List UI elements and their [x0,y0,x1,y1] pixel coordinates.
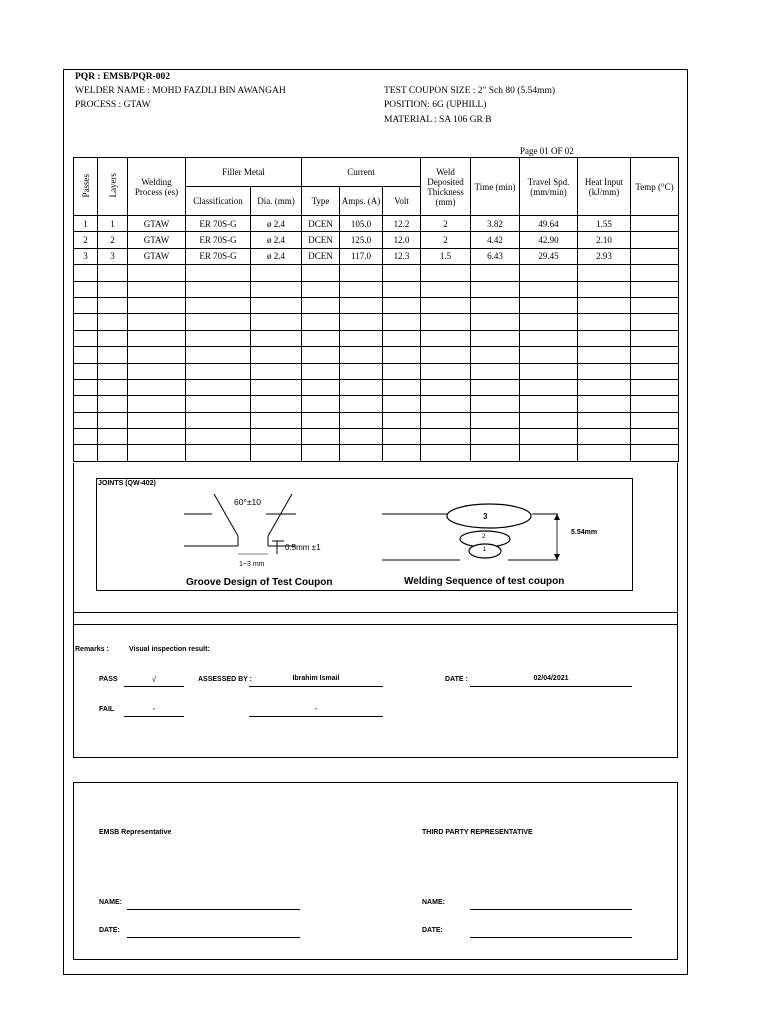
table-cell [383,265,421,281]
bead-2-label: 2 [482,534,486,540]
table-row-empty [74,429,679,445]
table-cell [251,297,302,313]
table-row-empty [74,379,679,395]
table-cell [74,396,98,412]
table-cell [98,379,128,395]
table-cell [186,412,251,428]
table-cell [340,297,383,313]
table-cell: 6.43 [471,248,520,264]
table-cell: 12.2 [383,216,421,232]
table-cell [471,265,520,281]
emsb-date-line [127,937,300,938]
table-cell [98,297,128,313]
table-cell [74,379,98,395]
fail-label: FAIL [99,706,115,713]
header-heat-input: Heat Input (kJ/mm) [578,158,631,216]
inspection-label: Visual inspection result: [129,646,210,653]
table-cell [471,281,520,297]
table-cell [520,429,578,445]
table-cell [631,412,679,428]
table-cell [98,396,128,412]
table-cell [302,330,340,346]
table-cell [471,314,520,330]
table-cell: 1 [98,216,128,232]
table-cell [578,445,631,461]
table-cell [631,445,679,461]
groove-angle: 60°±10 [234,497,261,507]
header-amps: Amps. (A) [340,187,383,216]
root-face-dimension: 0.5mm ±1 [285,543,321,552]
header-layers: Layers [98,158,128,216]
table-cell [74,412,98,428]
header-thickness: Weld Deposited Thickness (mm) [421,158,471,216]
table-cell [421,445,471,461]
table-cell [74,347,98,363]
bead-3-label: 3 [483,512,488,521]
table-cell [128,379,186,395]
table-cell [74,314,98,330]
sequence-caption: Welding Sequence of test coupon [404,576,565,587]
table-cell [186,314,251,330]
table-cell [578,297,631,313]
table-cell [421,281,471,297]
table-cell [251,429,302,445]
pass-underline [124,686,184,687]
table-cell [98,347,128,363]
table-cell [383,445,421,461]
table-cell [302,363,340,379]
table-cell [74,330,98,346]
thickness-dimension: 5.54mm [571,529,598,536]
table-cell [471,429,520,445]
material: MATERIAL : SA 106 GR B [384,115,492,125]
table-cell [631,379,679,395]
table-cell [471,379,520,395]
table-cell: 2.10 [578,232,631,248]
table-cell [74,265,98,281]
table-cell [302,379,340,395]
table-cell: DCEN [302,248,340,264]
table-cell [471,412,520,428]
table-cell: 2.93 [578,248,631,264]
table-cell [520,412,578,428]
table-cell [383,297,421,313]
table-cell [186,429,251,445]
table-cell: ø 2.4 [251,216,302,232]
table-cell [186,281,251,297]
table-cell [520,347,578,363]
header-volt: Volt [383,187,421,216]
table-cell [578,281,631,297]
table-cell [98,314,128,330]
signature-box [73,782,678,960]
table-cell [471,297,520,313]
table-cell [128,281,186,297]
header-type: Type [302,187,340,216]
table-cell [520,281,578,297]
table-row [74,216,679,232]
table-cell: 4.42 [471,232,520,248]
pass-value: √ [151,675,157,684]
table-cell: 1 [74,216,98,232]
table-cell [340,445,383,461]
table-cell [421,265,471,281]
emsb-name-label: NAME: [99,899,122,906]
table-cell [251,314,302,330]
table-cell [578,379,631,395]
table-cell [128,265,186,281]
table-cell [631,216,679,232]
table-cell [251,363,302,379]
table-cell [128,347,186,363]
table-cell [383,363,421,379]
table-cell [421,330,471,346]
table-cell [383,281,421,297]
table-cell [520,330,578,346]
table-cell [578,363,631,379]
table-cell [578,396,631,412]
table-row [74,232,679,248]
table-cell [578,429,631,445]
table-cell [128,330,186,346]
table-cell [471,363,520,379]
table-cell [383,330,421,346]
table-cell [520,314,578,330]
header-process: Welding Process (es) [128,158,186,216]
table-cell [471,445,520,461]
table-cell: 3 [98,248,128,264]
table-cell [340,314,383,330]
third-party-name-label: NAME: [422,899,445,906]
table-cell: 125.0 [340,232,383,248]
table-cell [471,330,520,346]
table-cell [340,412,383,428]
table-cell [340,363,383,379]
header-classification: Classification [186,187,251,216]
table-cell [520,379,578,395]
table-cell [128,314,186,330]
table-cell [186,445,251,461]
table-cell: 1.55 [578,216,631,232]
table-cell: 49.64 [520,216,578,232]
table-row-empty [74,347,679,363]
pqr-number: PQR : EMSB/PQR-002 [75,72,170,82]
table-cell: 2 [98,232,128,248]
table-cell [520,265,578,281]
table-cell [251,265,302,281]
table-cell [421,347,471,363]
table-cell [520,297,578,313]
third-party-label: THIRD PARTY REPRESENTATIVE [422,829,533,836]
table-cell: GTAW [128,232,186,248]
table-cell [186,379,251,395]
table-cell [383,347,421,363]
date-underline [470,686,632,687]
remarks-label: Remarks : [75,646,109,653]
table-cell [186,265,251,281]
table-cell [631,429,679,445]
table-cell [578,314,631,330]
assessed-value: Ibrahim Ismail [292,675,340,682]
groove-caption: Groove Design of Test Coupon [186,577,333,588]
table-cell [251,412,302,428]
table-cell [128,396,186,412]
pass-label: PASS [99,676,118,683]
third-party-date-line [470,937,632,938]
header-temp: Temp (°C) [631,158,679,216]
table-cell [302,265,340,281]
table-cell [383,396,421,412]
table-cell: GTAW [128,248,186,264]
table-cell [98,281,128,297]
table-cell [74,297,98,313]
table-cell [421,429,471,445]
third-party-name-line [470,909,632,910]
emsb-representative-label: EMSB Representative [99,829,172,836]
table-cell [578,330,631,346]
bead-1-label: 1 [483,547,487,553]
table-cell [340,330,383,346]
table-cell [98,429,128,445]
table-cell [98,412,128,428]
welder-name: WELDER NAME : MOHD FAZDLI BIN AWANGAH [75,86,286,96]
header-dia: Dia. (mm) [251,187,302,216]
table-cell [128,297,186,313]
joints-title: JOINTS (QW-402) [98,480,156,487]
table-cell [631,314,679,330]
header-travel-speed: Travel Spd. (mm/min) [520,158,578,216]
table-cell: ø 2.4 [251,232,302,248]
table-row-empty [74,396,679,412]
table-cell [421,412,471,428]
table-cell [631,265,679,281]
table-cell [186,363,251,379]
table-row-empty [74,363,679,379]
date-label: DATE : [445,676,468,683]
table-cell [383,412,421,428]
fail-underline [124,716,184,717]
header-filler-metal: Filler Metal [186,158,302,187]
fail-value: - [152,704,156,713]
table-cell [302,396,340,412]
table-cell [74,281,98,297]
table-cell [578,347,631,363]
table-cell [631,396,679,412]
table-cell: 117.0 [340,248,383,264]
table-cell [631,281,679,297]
table-cell [421,314,471,330]
table-cell [631,232,679,248]
table-cell [340,265,383,281]
table-cell [471,396,520,412]
table-cell [421,363,471,379]
table-row [74,248,679,264]
table-cell: 42.90 [520,232,578,248]
table-cell [340,396,383,412]
table-cell [302,297,340,313]
table-cell [383,314,421,330]
table-cell [186,330,251,346]
emsb-name-line [127,909,300,910]
table-cell: ER 70S-G [186,248,251,264]
table-cell [128,429,186,445]
assessed-underline [249,686,383,687]
table-cell: 2 [74,232,98,248]
table-cell [631,297,679,313]
table-row-empty [74,314,679,330]
table-cell [302,281,340,297]
table-cell: 1.5 [421,248,471,264]
table-cell [631,248,679,264]
table-cell [98,330,128,346]
table-cell: DCEN [302,232,340,248]
table-cell: DCEN [302,216,340,232]
header-time: Time (min) [471,158,520,216]
table-cell [340,281,383,297]
table-cell [302,429,340,445]
table-cell [471,347,520,363]
table-cell [421,379,471,395]
table-cell [74,363,98,379]
table-cell [302,347,340,363]
table-cell: 2 [421,216,471,232]
table-cell [340,379,383,395]
table-cell [74,429,98,445]
process: PROCESS : GTAW [75,100,151,110]
fail-assessed-value: - [314,704,318,713]
table-cell: 12.3 [383,248,421,264]
table-cell: 3.82 [471,216,520,232]
table-cell [340,347,383,363]
section-divider-1 [73,612,678,613]
table-cell [578,412,631,428]
assessed-label: ASSESSED BY : [198,676,252,683]
table-cell [340,429,383,445]
table-cell [128,363,186,379]
table-cell [302,412,340,428]
table-cell [251,379,302,395]
table-cell [520,396,578,412]
table-cell [98,363,128,379]
table-cell [302,445,340,461]
section-box [73,463,678,758]
section-divider-2 [73,624,678,625]
table-cell: 3 [74,248,98,264]
table-row-empty [74,412,679,428]
table-cell [251,445,302,461]
table-cell: ø 2.4 [251,248,302,264]
table-cell [128,445,186,461]
table-cell [421,396,471,412]
table-row-empty [74,330,679,346]
date-value: 02/04/2021 [533,675,569,682]
table-cell [383,429,421,445]
table-cell [421,297,471,313]
coupon-size: TEST COUPON SIZE : 2" Sch 80 (5.54mm) [384,86,556,96]
table-cell [520,445,578,461]
table-cell [98,265,128,281]
table-cell: 12.0 [383,232,421,248]
welding-parameters-table [73,157,679,462]
table-cell [631,347,679,363]
table-cell [98,445,128,461]
table-cell: 2 [421,232,471,248]
table-cell [186,396,251,412]
table-row-empty [74,265,679,281]
table-cell [251,347,302,363]
table-cell: ER 70S-G [186,232,251,248]
page-number: Page 01 OF 02 [520,146,574,156]
table-cell [186,297,251,313]
table-cell [251,330,302,346]
table-cell [631,363,679,379]
table-cell [578,265,631,281]
table-row-empty [74,297,679,313]
table-cell [631,330,679,346]
table-cell [186,347,251,363]
table-cell: GTAW [128,216,186,232]
table-cell: ER 70S-G [186,216,251,232]
table-row-empty [74,281,679,297]
table-cell: 29.45 [520,248,578,264]
table-cell [251,281,302,297]
position: POSITION: 6G (UPHILL) [384,100,487,110]
fail-assessed-underline [249,716,383,717]
third-party-date-label: DATE: [422,927,443,934]
table-cell [251,396,302,412]
header-current: Current [302,158,421,187]
table-row-empty [74,445,679,461]
table-cell [302,314,340,330]
table-cell: 105.0 [340,216,383,232]
table-cell [74,445,98,461]
table-cell [383,379,421,395]
table-cell [520,363,578,379]
header-passes: Passes [74,158,98,216]
root-gap-dimension: 1~3 mm [239,561,265,568]
emsb-date-label: DATE: [99,927,120,934]
table-cell [128,412,186,428]
